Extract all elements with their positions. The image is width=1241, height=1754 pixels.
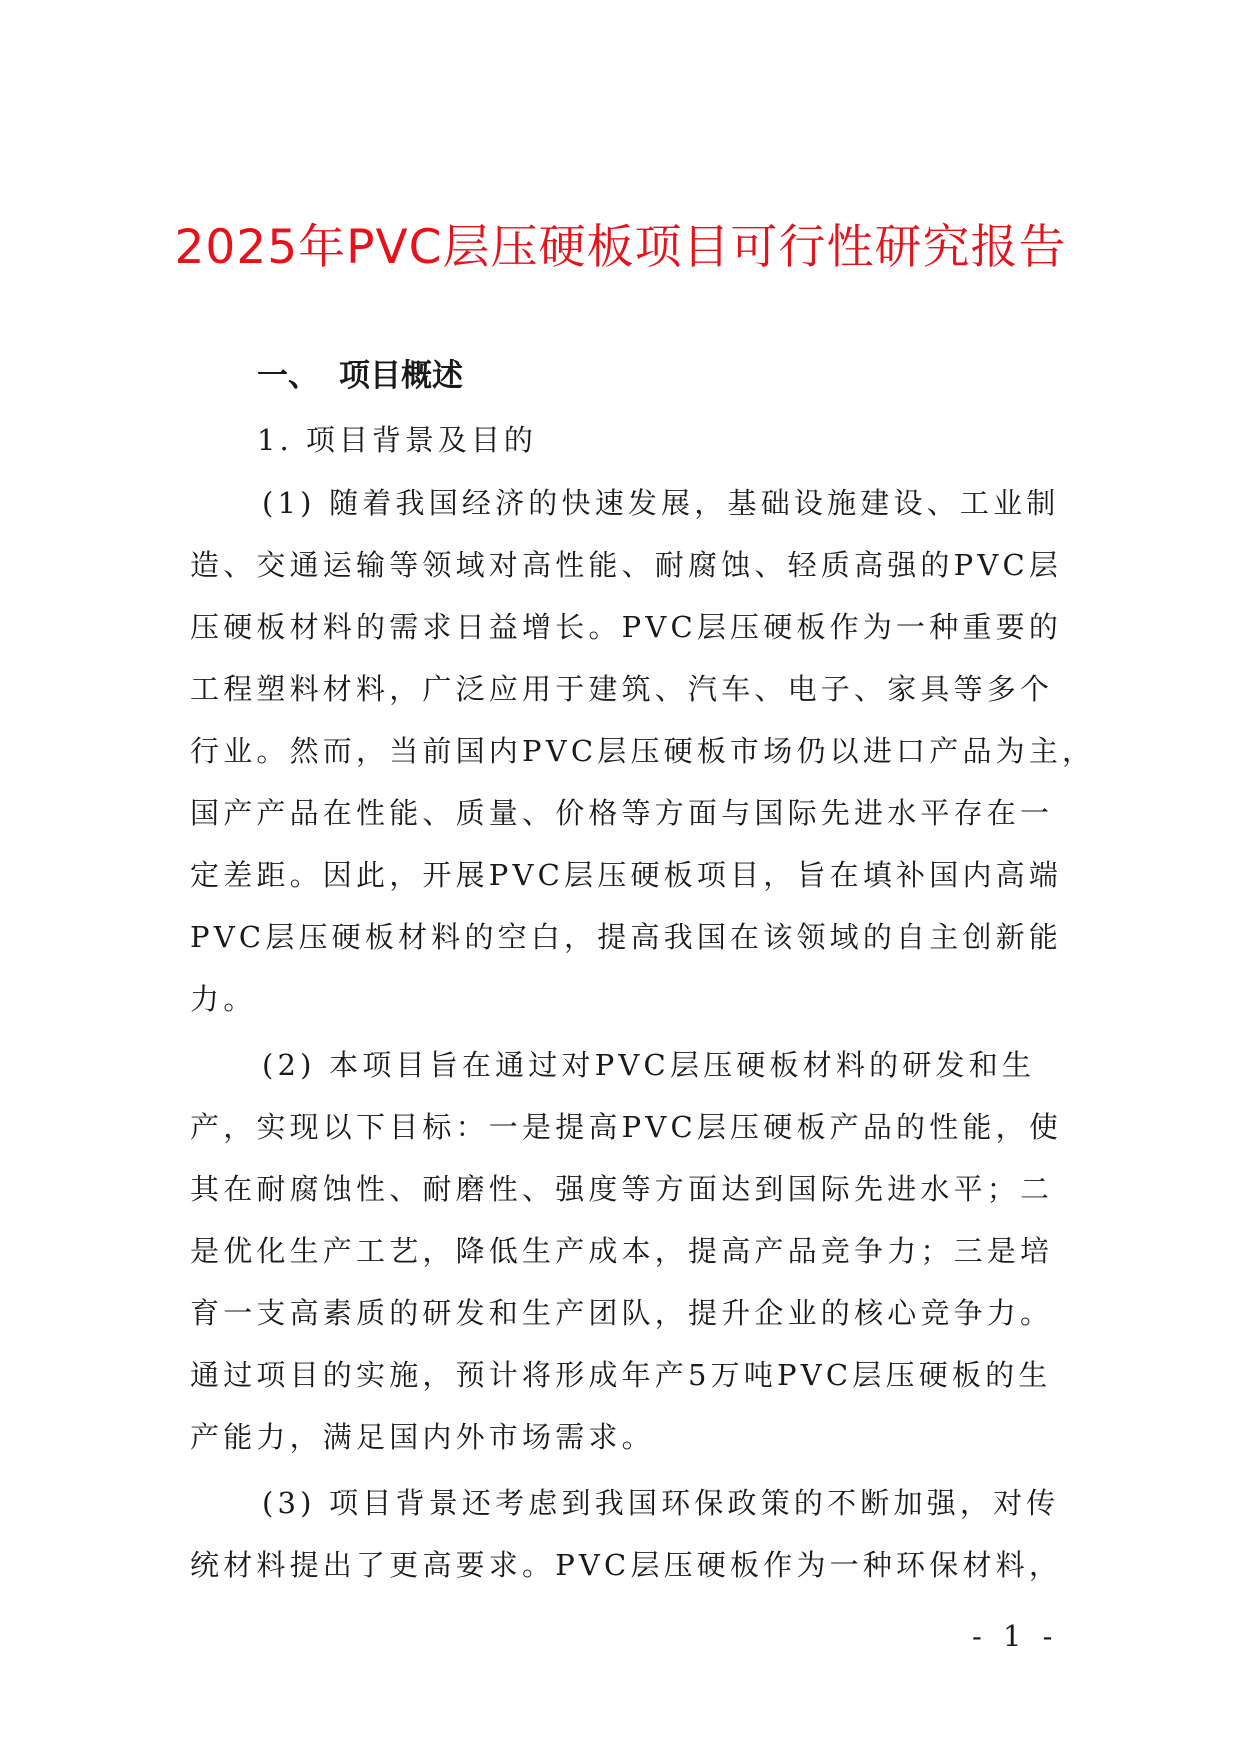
section-number: 一、 xyxy=(257,358,319,394)
paragraph-line: 产，实现以下目标：一是提高PVC层压硬板产品的性能，使 xyxy=(190,1110,1063,1144)
paragraph-line: 其在耐腐蚀性、耐磨性、强度等方面达到国际先进水平；二 xyxy=(190,1172,1054,1206)
document-title: 2025年PVC层压硬板项目可行性研究报告 xyxy=(174,220,1067,275)
paragraph-line: 压硬板材料的需求日益增长。PVC层压硬板作为一种重要的 xyxy=(190,610,1063,644)
paragraph-2 xyxy=(190,1034,1062,1468)
paragraph-line: 育一支高素质的研发和生产团队，提升企业的核心竞争力。 xyxy=(190,1296,1054,1330)
paragraph-line: (3) 项目背景还考虑到我国环保政策的不断加强，对传 xyxy=(262,1486,1060,1520)
paragraph-line: 造、交通运输等领域对高性能、耐腐蚀、轻质高强的PVC层 xyxy=(190,548,1063,582)
paragraph-line: 统材料提出了更高要求。PVC层压硬板作为一种环保材料， xyxy=(190,1548,1063,1582)
paragraph-line: 行业。然而，当前国内PVC层压硬板市场仍以进口产品为主， xyxy=(190,734,1096,768)
section-title: 项目概述 xyxy=(339,358,463,394)
paragraph-line: 产能力，满足国内外市场需求。 xyxy=(190,1420,655,1454)
paragraph-line: 通过项目的实施，预计将形成年产5万吨PVC层压硬板的生 xyxy=(190,1358,1052,1392)
paragraph-line: (2) 本项目旨在通过对PVC层压硬板材料的研发和生 xyxy=(262,1048,1036,1082)
paragraph-1 xyxy=(190,472,1096,1030)
paragraph-3 xyxy=(190,1472,1062,1596)
subsection-heading: 1. 项目背景及目的 xyxy=(257,423,537,457)
paragraph-line: 力。 xyxy=(190,982,257,1016)
paragraph-line: 是优化生产工艺，降低生产成本，提高产品竞争力；三是培 xyxy=(190,1234,1054,1268)
paragraph-line: 定差距。因此，开展PVC层压硬板项目，旨在填补国内高端 xyxy=(190,858,1063,892)
paragraph-line: 国产产品在性能、质量、价格等方面与国际先进水平存在一 xyxy=(190,796,1054,830)
paragraph-line: PVC层压硬板材料的空白，提高我国在该领域的自主创新能 xyxy=(190,920,1063,954)
paragraph-line: (1) 随着我国经济的快速发展，基础设施建设、工业制 xyxy=(262,486,1060,520)
paragraph-line: 工程塑料材料，广泛应用于建筑、汽车、电子、家具等多个 xyxy=(190,672,1054,706)
page-number: - 1 - xyxy=(972,1619,1059,1653)
section-heading xyxy=(257,356,463,396)
